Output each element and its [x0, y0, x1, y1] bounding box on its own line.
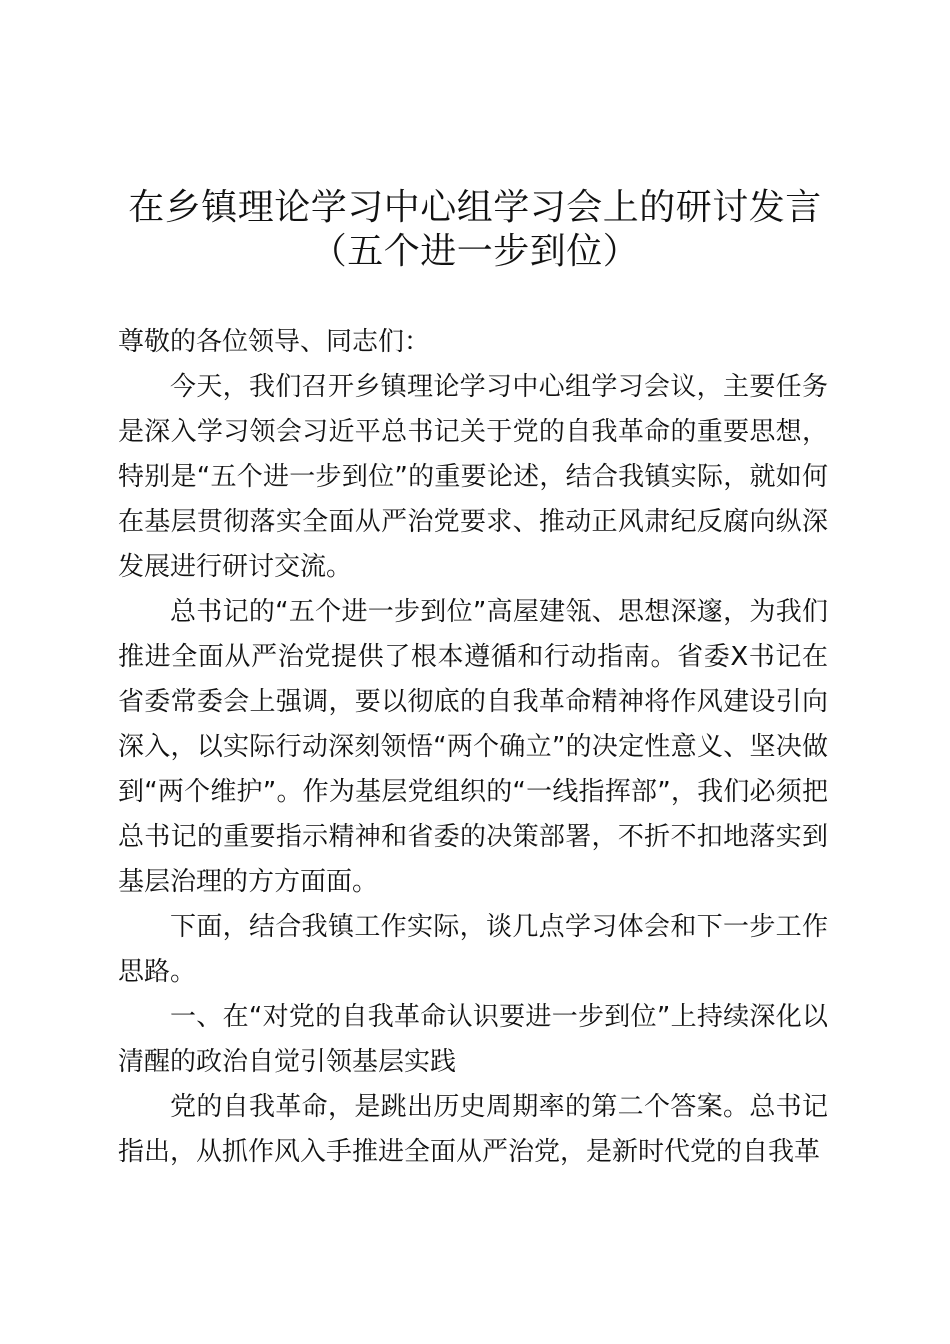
document-body: [118, 320, 828, 1175]
paragraph: 今天，我们召开乡镇理论学习中心组学习会议，主要任务是深入学习领会习近平总书记关于党的自我革命的重要思想，特别是“五个进一步到位”的重要论述，结合我镇实际，就如何在基层贯彻落实全面从严治党要求、推动正风肃纪反腐向纵深发展进行研讨交流。: [118, 372, 828, 582]
document-subtitle: （五个进一步到位）: [310, 231, 640, 272]
paragraph: 总书记的“五个进一步到位”高屋建瓴、思想深邃，为我们推进全面从严治党提供了根本遵循和行动指南。省委X书记在省委常委会上强调，要以彻底的自我革命精神将作风建设引向深入，以实际行动深刻领悟“两个确立”的决定性意义、坚决做到“两个维护”。作为基层党组织的“一线指挥部”，我们必须把总书记的重要指示精神和省委的决策部署，不折不扣地落实到基层治理的方方面面。: [118, 597, 828, 897]
paragraph: 下面，结合我镇工作实际，谈几点学习体会和下一步工作思路。: [118, 912, 828, 987]
salutation: 尊敬的各位领导、同志们：: [118, 327, 431, 357]
paragraph: 党的自我革命，是跳出历史周期率的第二个答案。总书记指出，从抓作风入手推进全面从严治党，是新时代党的自我革: [118, 1092, 828, 1167]
section-heading: 一、在“对党的自我革命认识要进一步到位”上持续深化以清醒的政治自觉引领基层实践: [118, 1002, 828, 1077]
document-title: 在乡镇理论学习中心组学习会上的研讨发言: [128, 187, 822, 228]
